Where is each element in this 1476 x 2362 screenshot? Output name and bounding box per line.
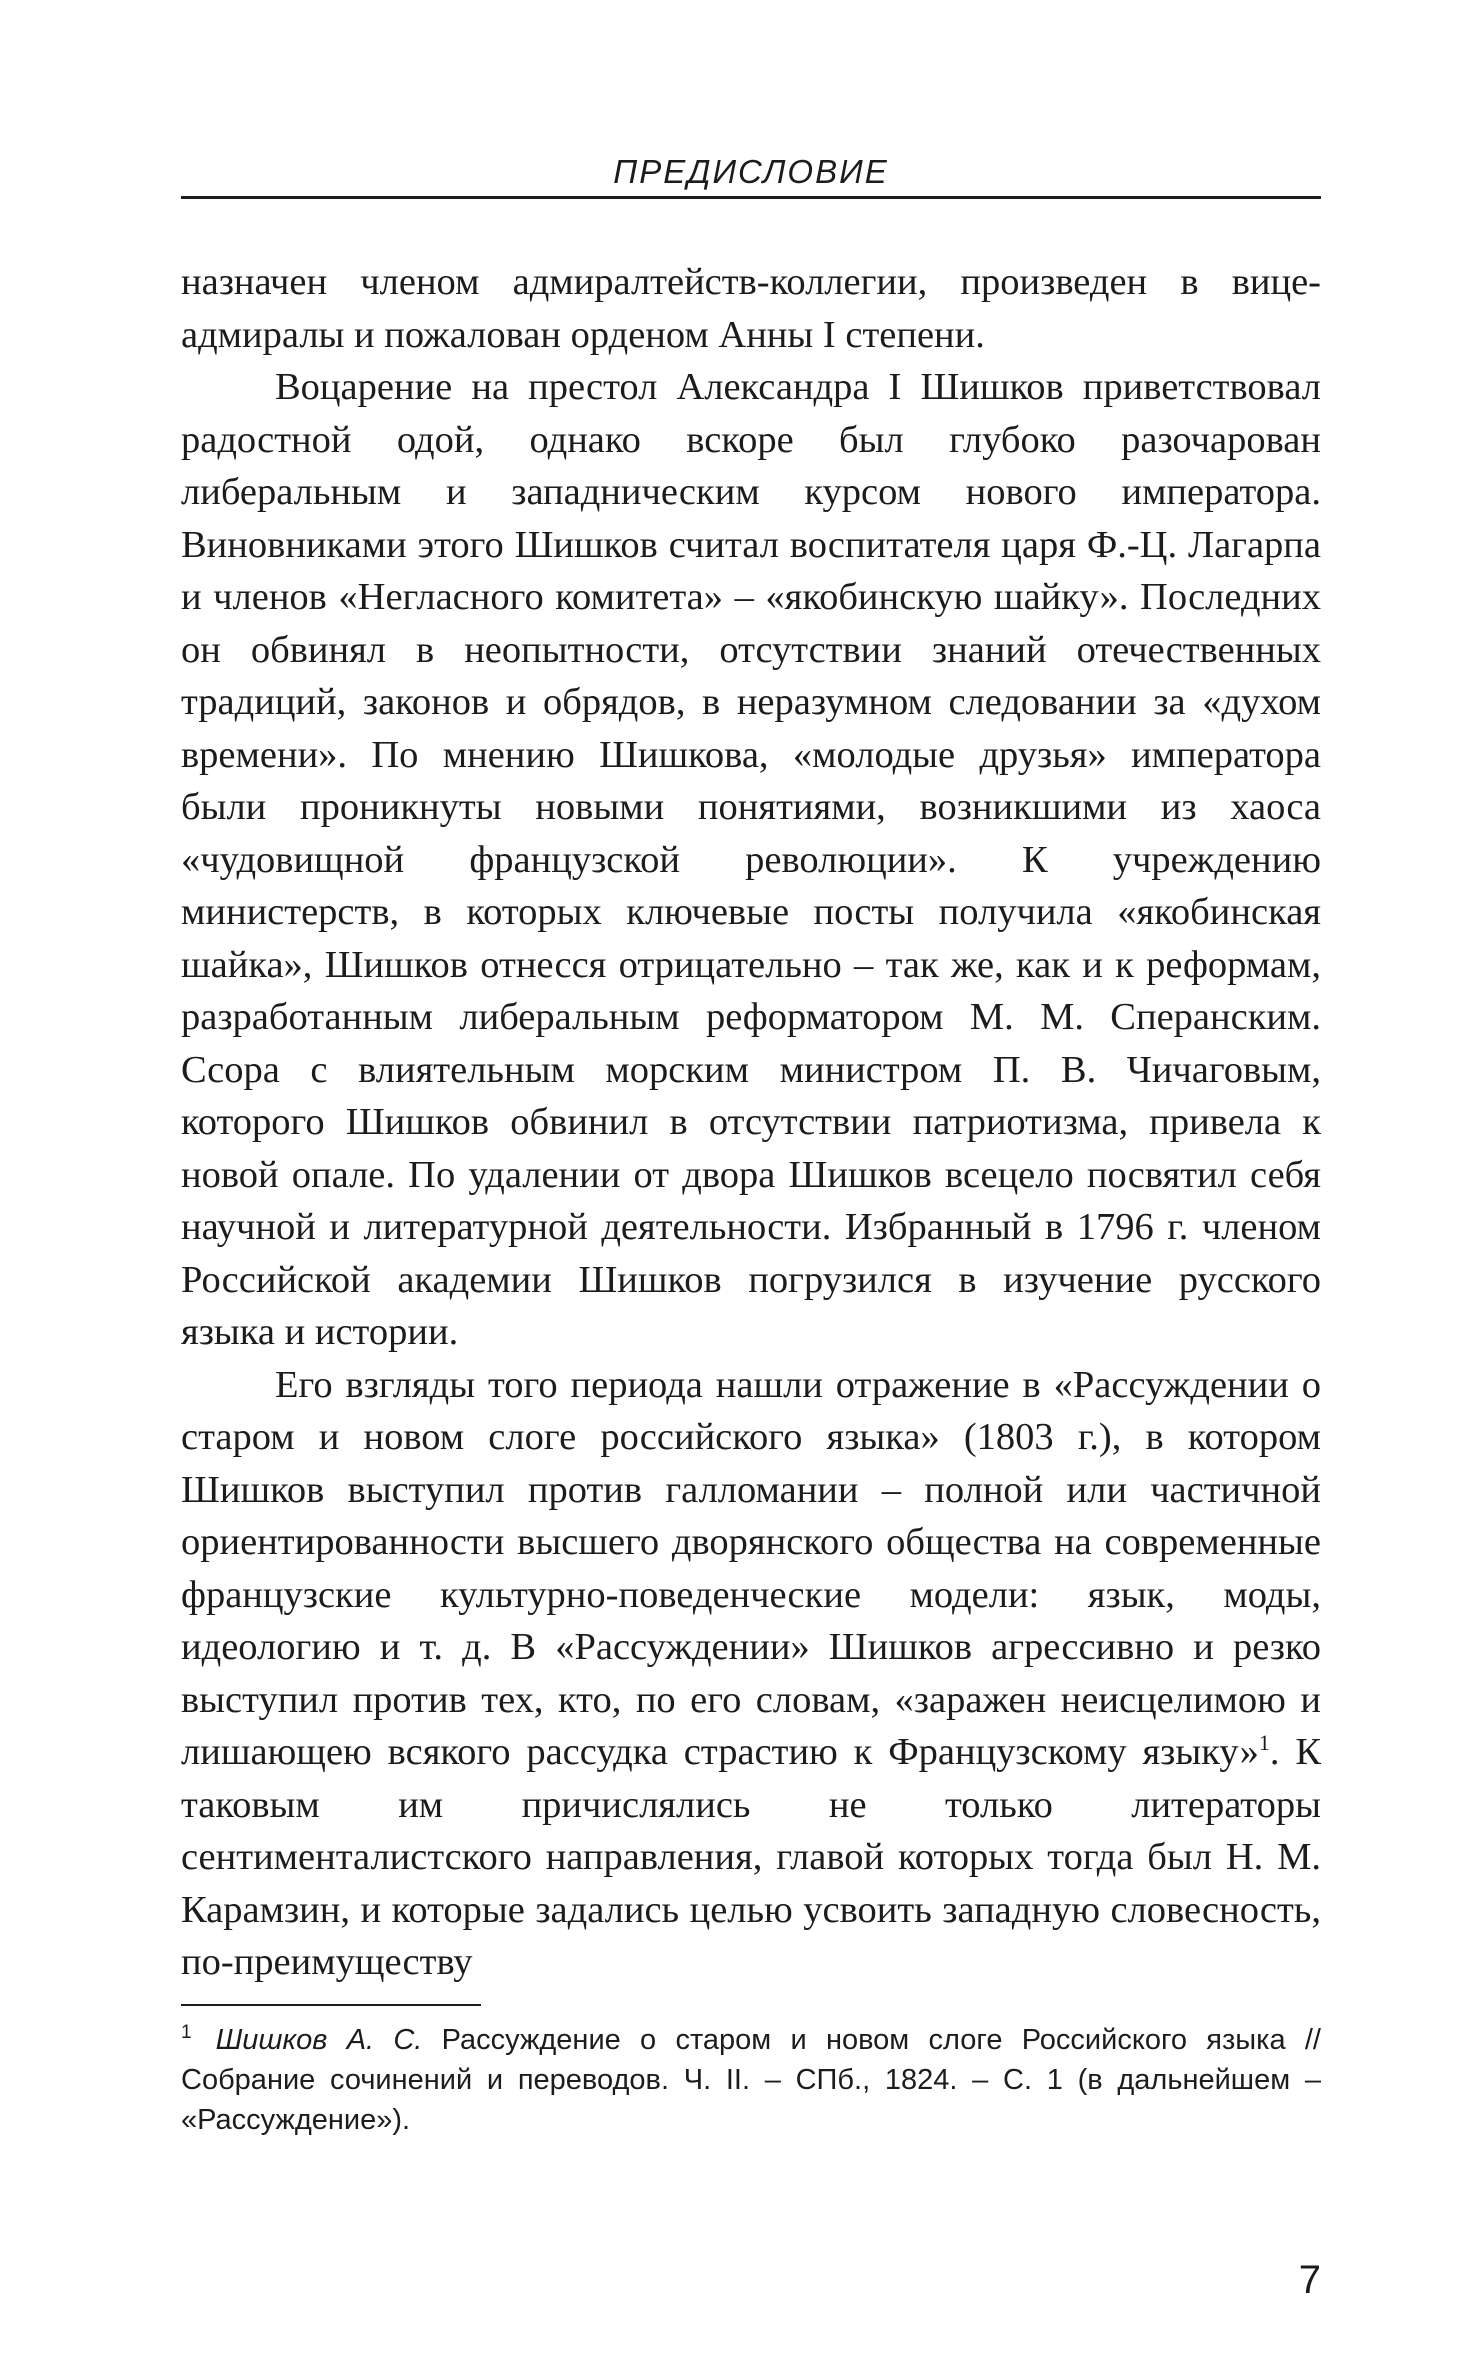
paragraph-rassuzhdenie [181,1359,1321,1989]
main-text [181,256,1321,1989]
paragraph-text-part: . К таковым им причислялись не только литераторы сентименталистского направления, главой которых тогда был Н. М. Карамзин, и которые задались целью усвоить западную словесность, по-преимуществу [181,1731,1321,1983]
paragraph-alexander-reign: Воцарение на престол Александра I Шишков приветствовал радостной одой, однако вскоре был глубоко разочарован либеральным и западническим курсом нового императора. Виновниками этого Шишков считал воспитателя царя Ф.-Ц. Лагарпа и членов «Негласного комитета» – «якобинскую шайку». Последних он обвинял в неопытности, отсутствии знаний отечественных традиций, законов и обрядов, в неразумном следовании за «духом времени». По мнению Шишкова, «молодые друзья» императора были проникнуты новыми понятиями, возникшими из хаоса «чудовищной французской революции». К учреждению министерств, в которых ключевые посты получила «якобинская шайка», Шишков отнесся отрицательно – так же, как и к реформам, разработанным либеральным реформатором М. М. Сперанским. Ссора с влиятельным морским министром П. В. Чичаговым, которого Шишков обвинил в отсутствии патриотизма, привела к новой опале. По удалении от двора Шишков всецело посвятил себя научной и литературной деятельности. Избранный в 1796 г. членом Российской академии Шишков погрузился в изучение русского языка и истории. [181,366,1321,1353]
footnote-divider [181,2004,481,2006]
footnote-marker: 1 [181,2022,192,2043]
footnote-text: Рассуждение о старом и новом слоге Российского языка // Собрание сочинений и переводов. Ч. II. – СПб., 1824. – С. 1 (в дальнейшем – «Рассуждение»). [181,2024,1321,2136]
running-head: ПРЕДИСЛОВИЕ [613,153,889,190]
footnote [181,2020,1321,2140]
paragraph-continued: назначен членом адмиралтейств-коллегии, произведен в вице-адмиралы и пожалован орденом Анны I степени. [181,261,1321,356]
paragraph-text-part: Его взгляды того периода нашли отражение в «Рассуждении о старом и новом слоге российского языка» (1803 г.), в котором Шишков выступил против галломании – полной или частичной ориентированности высшего дворянского общества на современные французские культурно-поведенческие модели: язык, моды, идеологию и т. д. В «Рассуждении» Шишков агрессивно и резко выступил против тех, кто, по его словам, «заражен неисцелимою и лишающею всякого рассудка страстию к Французскому языку» [181,1363,1321,1773]
header-divider [181,196,1321,199]
page-number: 7 [1298,2258,1321,2302]
footnote-reference[interactable]: 1 [1258,1730,1270,1755]
footnote-author: Шишков А. С. [215,2024,423,2056]
